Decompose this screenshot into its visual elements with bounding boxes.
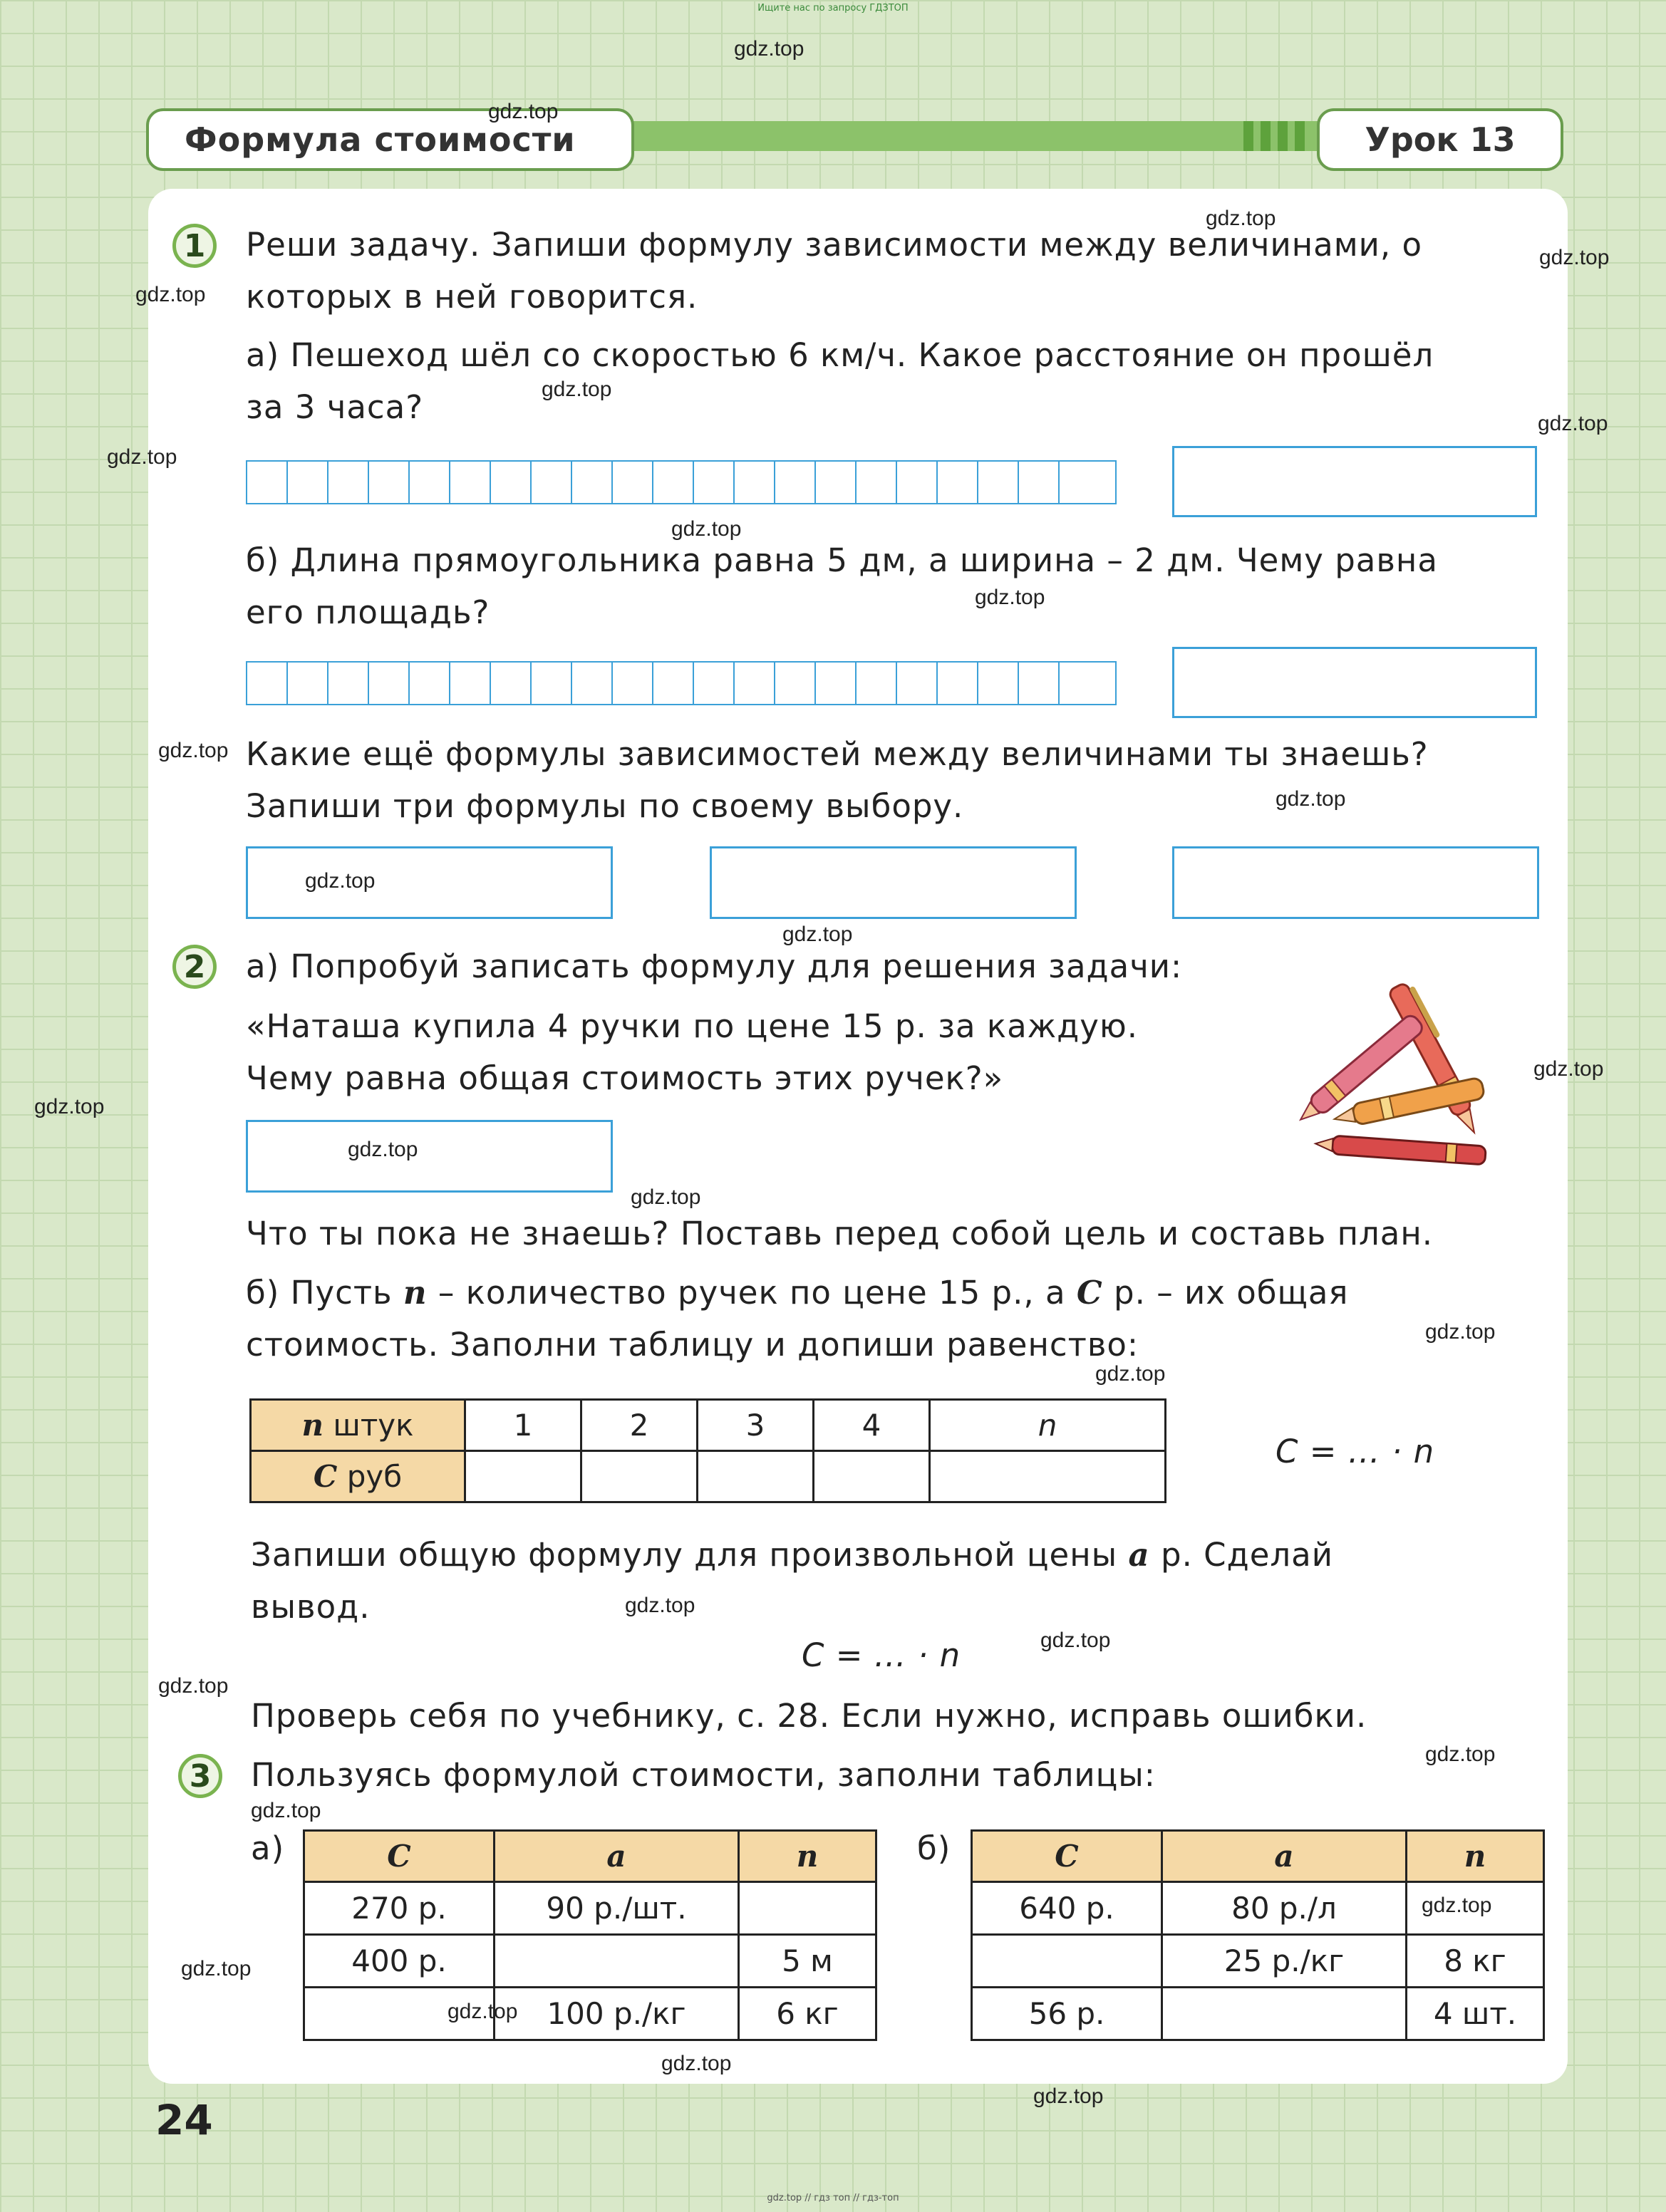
watermark: gdz.top — [1538, 412, 1608, 435]
table-a-cell: 100 р./кг — [495, 1988, 739, 2040]
watermark: gdz.top — [661, 2052, 732, 2075]
task2-general-line2: вывод. — [251, 1588, 371, 1626]
watermark: gdz.top — [1425, 1320, 1496, 1344]
task3-intro: Пользуясь формулой стоимости, заполни таблицы: — [251, 1756, 1156, 1794]
watermark: gdz.top — [782, 923, 853, 946]
watermark: gdz.top — [158, 739, 229, 762]
table-b-cell: 640 р. — [972, 1882, 1162, 1935]
formula-box-2[interactable] — [710, 846, 1077, 919]
watermark: gdz.top — [1539, 246, 1610, 269]
var-c: C — [1076, 1274, 1103, 1312]
task3-a-label: а) — [251, 1829, 285, 1867]
watermark: gdz.top — [1206, 207, 1276, 230]
task1-b-answer-cells[interactable] — [246, 661, 1117, 705]
watermark: gdz.top — [158, 1674, 229, 1698]
table-b-header-c: C — [972, 1831, 1162, 1882]
watermark: gdz.top — [488, 100, 559, 123]
bottom-banner: gdz.top // гдз топ // гдз-топ — [767, 2193, 899, 2203]
table-a-cell: 400 р. — [304, 1935, 495, 1988]
task2-formula-box[interactable] — [246, 1120, 613, 1193]
table-a-cell: 5 м — [739, 1935, 876, 1988]
task2-general-line1: Запиши общую формулу для произвольной цены a р. Сделай — [251, 1536, 1333, 1574]
task-number-3: 3 — [178, 1754, 222, 1798]
watermark: gdz.top — [1425, 1743, 1496, 1766]
task2-table-answer-cell[interactable] — [698, 1451, 814, 1502]
task2-formula2: C = … · n — [802, 1636, 961, 1674]
header-stripes — [1243, 121, 1305, 151]
watermark: gdz.top — [1533, 1057, 1604, 1081]
header-bar — [627, 121, 1340, 151]
watermark: gdz.top — [135, 283, 206, 306]
watermark: gdz.top — [1040, 1629, 1111, 1652]
watermark: gdz.top — [251, 1799, 321, 1822]
task1-a-answer-cells[interactable] — [246, 460, 1117, 504]
lesson-label: Урок 13 — [1317, 108, 1563, 171]
watermark: gdz.top — [1095, 1362, 1166, 1386]
watermark: gdz.top — [671, 517, 742, 541]
task2-table-row1-header: n штук — [251, 1400, 465, 1451]
watermark: gdz.top — [348, 1138, 418, 1161]
watermark: gdz.top — [1033, 2084, 1104, 2108]
watermark: gdz.top — [542, 378, 612, 401]
watermark: gdz.top — [447, 2000, 518, 2023]
table-b-header-a: a — [1162, 1831, 1407, 1882]
task2-formula: C = … · n — [1276, 1433, 1435, 1470]
task1-a-line1: а) Пешеход шёл со скоростью 6 км/ч. Какое расстояние он прошёл — [246, 336, 1434, 374]
task-number-1: 1 — [172, 224, 217, 268]
pen-crimson-icon — [1315, 1134, 1486, 1165]
table-a-header-n: n — [739, 1831, 876, 1882]
task2-b-line1 — [246, 1267, 1349, 1319]
table-b-cell: 56 р. — [972, 1988, 1162, 2040]
table-b-cell: 25 р./кг — [1162, 1935, 1407, 1988]
top-banner: Ищите нас по запросу ГДЗТОП — [757, 3, 909, 14]
var-n: n — [403, 1274, 428, 1312]
watermark: gdz.top — [1422, 1894, 1492, 1917]
table-a-cell: 6 кг — [739, 1988, 876, 2040]
table-a-cell: 90 р./шт. — [495, 1882, 739, 1935]
task2-table — [249, 1398, 1166, 1503]
task3-b-label: б) — [917, 1829, 951, 1867]
task2-table-col5: n — [930, 1400, 1166, 1451]
table-b-cell: 80 р./л — [1162, 1882, 1407, 1935]
task2-table-col4: 4 — [814, 1400, 930, 1451]
task1-a-formula-box[interactable] — [1172, 446, 1537, 517]
task3-table-b — [971, 1829, 1545, 2041]
task2-table-answer-cell[interactable] — [814, 1451, 930, 1502]
table-b-answer-cell[interactable] — [972, 1935, 1162, 1988]
task2-a-line3: Чему равна общая стоимость этих ручек?» — [246, 1059, 1004, 1097]
watermark: gdz.top — [1276, 787, 1346, 811]
table-a-cell: 270 р. — [304, 1882, 495, 1935]
task2-b-line2: стоимость. Заполни таблицу и допиши равенство: — [246, 1326, 1139, 1364]
table-a-answer-cell[interactable] — [495, 1935, 739, 1988]
task3-table-a — [303, 1829, 877, 2041]
task2-table-answer-cell[interactable] — [465, 1451, 581, 1502]
table-b-answer-cell[interactable] — [1162, 1988, 1407, 2040]
task2-a-line2: «Наташа купила 4 ручки по цене 15 р. за каждую. — [246, 1007, 1139, 1045]
task1-intro-line1: Реши задачу. Запиши формулу зависимости между величинами, о — [246, 226, 1423, 264]
table-a-header-c: C — [304, 1831, 495, 1882]
task2-check: Проверь себя по учебнику, с. 28. Если нужно, исправь ошибки. — [251, 1697, 1367, 1735]
task2-table-col1: 1 — [465, 1400, 581, 1451]
watermark: gdz.top — [305, 869, 376, 893]
watermark: gdz.top — [975, 586, 1045, 609]
task1-question-line2: Запиши три формулы по своему выбору. — [246, 787, 964, 825]
task2-table-col2: 2 — [581, 1400, 698, 1451]
watermark: gdz.top — [107, 445, 177, 469]
task2-table-col3: 3 — [698, 1400, 814, 1451]
watermark: gdz.top — [625, 1594, 695, 1617]
formula-box-3[interactable] — [1172, 846, 1539, 919]
watermark: gdz.top — [181, 1957, 252, 1980]
task1-question-line1: Какие ещё формулы зависимостей между величинами ты знаешь? — [246, 735, 1429, 773]
formula-box-1[interactable] — [246, 846, 613, 919]
task1-b-line2: его площадь? — [246, 593, 490, 631]
page-number: 24 — [155, 2096, 213, 2144]
table-b-cell: 4 шт. — [1407, 1988, 1544, 2040]
task2-b-pre: б) Пусть — [246, 1274, 393, 1312]
task2-b-mid: – количество ручек по цене 15 р., а — [438, 1274, 1066, 1312]
task2-table-answer-cell[interactable] — [930, 1451, 1166, 1502]
table-b-cell: 8 кг — [1407, 1935, 1544, 1988]
task2-plan: Что ты пока не знаешь? Поставь перед собой цель и составь план. — [246, 1215, 1434, 1252]
watermark: gdz.top — [631, 1185, 701, 1209]
task1-a-line2: за 3 часа? — [246, 388, 424, 426]
task2-a-line1: а) Попробуй записать формулу для решения задачи: — [246, 947, 1183, 985]
task-number-2: 2 — [172, 945, 217, 989]
var-a: a — [1128, 1536, 1150, 1574]
task1-b-line1: б) Длина прямоугольника равна 5 дм, а ширина – 2 дм. Чему равна — [246, 541, 1438, 579]
table-b-header-n: n — [1407, 1831, 1544, 1882]
task2-table-answer-cell[interactable] — [581, 1451, 698, 1502]
task2-b-post: р. – их общая — [1114, 1274, 1349, 1312]
task1-b-formula-box[interactable] — [1172, 647, 1537, 718]
watermark: gdz.top — [34, 1095, 105, 1118]
task2-table-row2-header: C руб — [251, 1451, 465, 1502]
watermark: gdz.top — [734, 37, 804, 61]
table-a-answer-cell[interactable] — [739, 1882, 876, 1935]
task1-intro-line2: которых в ней говорится. — [246, 278, 698, 316]
pens-illustration — [1290, 958, 1496, 1179]
table-a-header-a: a — [495, 1831, 739, 1882]
page-title: Формула стоимости — [146, 108, 634, 171]
